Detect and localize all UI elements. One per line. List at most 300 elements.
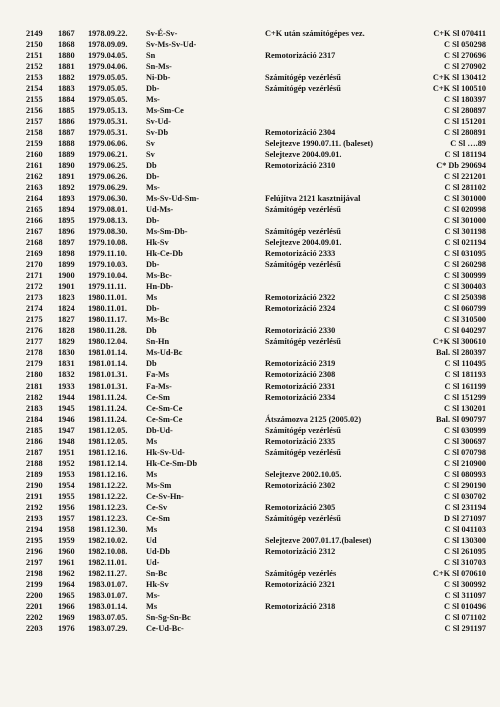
- registration-code: C Sl 151201: [444, 117, 486, 127]
- table-row: [26, 436, 486, 447]
- row-number: 2188: [26, 458, 43, 468]
- depot-history: Sn-Bc: [146, 568, 168, 578]
- commission-date: 1981.01.14.: [88, 348, 128, 358]
- remark: Remotorizáció 2324: [265, 304, 336, 314]
- commission-date: 1979.06.30.: [88, 194, 128, 204]
- commission-date: 1979.08.01.: [88, 205, 128, 215]
- depot-history: Hk-Sv-Ud-: [146, 447, 185, 457]
- depot-history: Ce-Sv: [146, 502, 168, 512]
- table-row: [26, 524, 486, 535]
- registration-code: C Sl 300999: [444, 271, 486, 281]
- remark: Számítógép vezérlésű: [265, 73, 341, 83]
- factory-number: 1881: [58, 62, 75, 72]
- registration-code: C Sl 010496: [444, 601, 486, 611]
- factory-number: 1944: [58, 392, 75, 402]
- remark: Remotorizáció 2305: [265, 502, 336, 512]
- registration-code: C Sl 310500: [444, 315, 486, 325]
- commission-date: 1979.10.08.: [88, 238, 128, 248]
- registration-code: C Sl 290190: [444, 480, 486, 490]
- commission-date: 1981.12.14.: [88, 458, 128, 468]
- registration-code: C Sl 040297: [444, 326, 486, 336]
- row-number: 2154: [26, 84, 43, 94]
- commission-date: 1979.08.13.: [88, 216, 128, 226]
- commission-date: 1979.04.06.: [88, 62, 128, 72]
- factory-number: 1899: [58, 260, 75, 270]
- commission-date: 1983.01.14.: [88, 601, 128, 611]
- commission-date: 1981.12.30.: [88, 524, 128, 534]
- row-number: 2202: [26, 612, 43, 622]
- row-number: 2155: [26, 95, 43, 105]
- row-number: 2180: [26, 370, 43, 380]
- remark: Selejtezve 2004.09.01.: [265, 238, 342, 248]
- row-number: 2170: [26, 260, 43, 270]
- table-row: [26, 39, 486, 50]
- remark: Remotorizáció 2334: [265, 392, 336, 402]
- depot-history: Db-: [146, 84, 160, 94]
- depot-history: Hk-Sv: [146, 579, 169, 589]
- factory-number: 1976: [58, 623, 75, 633]
- depot-history: Ce-Sm: [146, 392, 170, 402]
- registration-code: C Sl 041103: [444, 524, 486, 534]
- registration-code: C Sl 030702: [444, 491, 486, 501]
- factory-number: 1890: [58, 161, 75, 171]
- factory-number: 1831: [58, 359, 75, 369]
- remark: Remotorizáció 2308: [265, 370, 336, 380]
- remark: Remotorizáció 2319: [265, 359, 336, 369]
- commission-date: 1981.01.31.: [88, 381, 128, 391]
- remark: Átszámozva 2125 (2005.02): [265, 414, 362, 424]
- row-number: 2201: [26, 601, 43, 611]
- row-number: 2179: [26, 359, 43, 369]
- row-number: 2161: [26, 161, 43, 171]
- factory-number: 1947: [58, 425, 75, 435]
- factory-number: 1952: [58, 458, 75, 468]
- depot-history: Ud-Ms-: [146, 205, 174, 215]
- commission-date: 1983.01.07.: [88, 579, 128, 589]
- depot-history: Hk-Ce-Db: [146, 249, 183, 259]
- remark: Számítógép vezérlésű: [265, 227, 341, 237]
- commission-date: 1979.11.11.: [88, 282, 127, 292]
- depot-history: Ud-Db: [146, 546, 170, 556]
- table-row: [26, 160, 486, 171]
- table-row: [26, 204, 486, 215]
- commission-date: 1979.06.06.: [88, 139, 128, 149]
- factory-number: 1898: [58, 249, 75, 259]
- table-row: [26, 414, 486, 425]
- factory-number: 1895: [58, 216, 75, 226]
- commission-date: 1980.12.04.: [88, 337, 128, 347]
- table-row: [26, 270, 486, 281]
- factory-number: 1892: [58, 183, 75, 193]
- registration-code: C Sl 280897: [444, 106, 486, 116]
- depot-history: Sn-Sg-Sn-Bc: [146, 612, 191, 622]
- table-row: [26, 535, 486, 546]
- registration-code: C+K Sl 130412: [432, 73, 486, 83]
- registration-code: C Sl 270902: [444, 62, 486, 72]
- depot-history: Db-: [146, 260, 160, 270]
- locomotive-register-table: [26, 28, 486, 634]
- remark: Remotorizáció 2312: [265, 546, 336, 556]
- commission-date: 1979.10.04.: [88, 271, 128, 281]
- registration-code: C Sl 181194: [444, 150, 486, 160]
- remark: Remotorizáció 2317: [265, 51, 336, 61]
- row-number: 2153: [26, 73, 43, 83]
- factory-number: 1893: [58, 194, 75, 204]
- table-row: [26, 171, 486, 182]
- commission-date: 1980.11.01.: [88, 304, 127, 314]
- registration-code: C Sl 221201: [444, 172, 486, 182]
- factory-number: 1830: [58, 348, 75, 358]
- row-number: 2162: [26, 172, 43, 182]
- depot-history: Ce-Sm-Ce: [146, 403, 183, 413]
- table-row: [26, 72, 486, 83]
- row-number: 2181: [26, 381, 43, 391]
- registration-code: C Sl 030999: [444, 425, 486, 435]
- row-number: 2156: [26, 106, 43, 116]
- row-number: 2193: [26, 513, 43, 523]
- remark: Remotorizáció 2318: [265, 601, 336, 611]
- commission-date: 1981.12.23.: [88, 502, 128, 512]
- depot-history: Sv-Ud-: [146, 117, 171, 127]
- commission-date: 1981.12.22.: [88, 480, 128, 490]
- registration-code: C Sl 261095: [444, 546, 486, 556]
- registration-code: C Sl 311097: [444, 590, 486, 600]
- commission-date: 1981.12.05.: [88, 436, 128, 446]
- depot-history: Ms: [146, 293, 158, 303]
- row-number: 2186: [26, 436, 43, 446]
- table-row: [26, 469, 486, 480]
- commission-date: 1981.12.16.: [88, 447, 128, 457]
- row-number: 2183: [26, 403, 43, 413]
- registration-code: C Sl 310703: [444, 557, 486, 567]
- commission-date: 1982.11.27.: [88, 568, 127, 578]
- depot-history: Ms-Sm-Ce: [146, 106, 184, 116]
- depot-history: Ce-Sv-Hn-: [146, 491, 184, 501]
- commission-date: 1983.07.05.: [88, 612, 128, 622]
- commission-date: 1978.09.09.: [88, 40, 128, 50]
- factory-number: 1824: [58, 304, 75, 314]
- row-number: 2159: [26, 139, 43, 149]
- registration-code: C Sl ….89: [450, 139, 486, 149]
- factory-number: 1897: [58, 238, 75, 248]
- depot-history: Sv: [146, 150, 155, 160]
- depot-history: Db: [146, 161, 157, 171]
- commission-date: 1979.08.30.: [88, 227, 128, 237]
- remark: Remotorizáció 2302: [265, 480, 336, 490]
- remark: Számítógép vezérlés: [265, 568, 337, 578]
- row-number: 2194: [26, 524, 43, 534]
- factory-number: 1969: [58, 612, 75, 622]
- factory-number: 1882: [58, 73, 75, 83]
- row-number: 2160: [26, 150, 43, 160]
- depot-history: Ms-Sm: [146, 480, 172, 490]
- registration-code: C+K Sl 070411: [433, 29, 486, 38]
- row-number: 2187: [26, 447, 43, 457]
- registration-code: C Sl 070798: [444, 447, 486, 457]
- commission-date: 1981.12.22.: [88, 491, 128, 501]
- factory-number: 1966: [58, 601, 75, 611]
- factory-number: 1886: [58, 117, 75, 127]
- registration-code: C+K Sl 300610: [432, 337, 486, 347]
- table-row: [26, 480, 486, 491]
- remark: Számítógép vezérlésű: [265, 513, 341, 523]
- factory-number: 1880: [58, 51, 75, 61]
- depot-history: Db-: [146, 216, 160, 226]
- commission-date: 1981.01.31.: [88, 370, 128, 380]
- depot-history: Ud: [146, 535, 157, 545]
- table-row: [26, 612, 486, 623]
- commission-date: 1979.10.03.: [88, 260, 128, 270]
- row-number: 2184: [26, 414, 43, 424]
- commission-date: 1980.11.28.: [88, 326, 127, 336]
- registration-code: C Sl 180397: [444, 95, 486, 105]
- row-number: 2203: [26, 623, 43, 633]
- depot-history: Ce-Ud-Bc-: [146, 623, 184, 633]
- table-row: [26, 83, 486, 94]
- depot-history: Ms: [146, 436, 158, 446]
- registration-code: C Sl 250398: [444, 293, 486, 303]
- row-number: 2182: [26, 392, 43, 402]
- factory-number: 1832: [58, 370, 75, 380]
- row-number: 2199: [26, 579, 43, 589]
- factory-number: 1956: [58, 502, 75, 512]
- remark: Számítógép vezérlésű: [265, 425, 341, 435]
- row-number: 2158: [26, 128, 43, 138]
- row-number: 2178: [26, 348, 43, 358]
- factory-number: 1888: [58, 139, 75, 149]
- factory-number: 1958: [58, 524, 75, 534]
- remark: Selejtezve 1990.07.11. (baleset): [265, 139, 374, 149]
- table-row: [26, 50, 486, 61]
- commission-date: 1983.07.29.: [88, 623, 128, 633]
- registration-code: Bal. Sl 280397: [435, 348, 486, 358]
- factory-number: 1962: [58, 568, 75, 578]
- table-row: [26, 259, 486, 270]
- table-row: [26, 149, 486, 160]
- factory-number: 1827: [58, 315, 75, 325]
- depot-history: Fa-Ms-: [146, 381, 172, 391]
- commission-date: 1981.11.24.: [88, 392, 127, 402]
- table-row: [26, 105, 486, 116]
- factory-number: 1948: [58, 436, 75, 446]
- row-number: 2150: [26, 40, 43, 50]
- remark: Selejtezve 2007.01.17.(baleset): [265, 535, 372, 545]
- row-number: 2168: [26, 238, 43, 248]
- depot-history: Db-: [146, 172, 160, 182]
- commission-date: 1983.01.07.: [88, 590, 128, 600]
- row-number: 2200: [26, 590, 43, 600]
- row-number: 2171: [26, 271, 43, 281]
- row-number: 2172: [26, 282, 43, 292]
- row-number: 2198: [26, 568, 43, 578]
- registration-code: C* Db 290694: [436, 161, 486, 171]
- registration-code: C Sl 300403: [444, 282, 486, 292]
- depot-history: Db: [146, 359, 157, 369]
- depot-history: Hk-Ce-Sm-Db: [146, 458, 198, 468]
- depot-history: Sn-Ms-: [146, 62, 172, 72]
- registration-code: C Sl 301198: [444, 227, 486, 237]
- table-row: [26, 458, 486, 469]
- factory-number: 1961: [58, 557, 75, 567]
- row-number: 2173: [26, 293, 43, 303]
- commission-date: 1981.11.24.: [88, 414, 127, 424]
- table-row: [26, 182, 486, 193]
- table-row: [26, 513, 486, 524]
- factory-number: 1965: [58, 590, 75, 600]
- factory-number: 1896: [58, 227, 75, 237]
- table-row: [26, 292, 486, 303]
- commission-date: 1982.10.08.: [88, 546, 128, 556]
- remark: Felújítva 2121 kasztnijával: [265, 194, 361, 204]
- depot-history: Db-Ud-: [146, 425, 173, 435]
- registration-code: C Sl 130201: [444, 403, 486, 413]
- row-number: 2192: [26, 502, 43, 512]
- row-number: 2174: [26, 304, 43, 314]
- registration-code: Bal. Sl 090797: [435, 414, 486, 424]
- depot-history: Ms-Ud-Bc: [146, 348, 183, 358]
- table-row: [26, 325, 486, 336]
- row-number: 2164: [26, 194, 43, 204]
- registration-code: C Sl 281102: [444, 183, 486, 193]
- table-row: [26, 116, 486, 127]
- depot-history: Ms-Sv-Ud-Sm-: [146, 194, 200, 204]
- factory-number: 1960: [58, 546, 75, 556]
- depot-history: Sv: [146, 139, 155, 149]
- depot-history: Sv-É-Sv-: [146, 29, 178, 38]
- table-row: [26, 403, 486, 414]
- remark: Remotorizáció 2330: [265, 326, 336, 336]
- remark: Remotorizáció 2333: [265, 249, 336, 259]
- depot-history: Ce-Sm: [146, 513, 170, 523]
- table-row: [26, 248, 486, 259]
- depot-history: Hn-Db-: [146, 282, 174, 292]
- registration-code: C Sl 031095: [444, 249, 486, 259]
- depot-history: Ms-Bc: [146, 315, 170, 325]
- registration-code: C Sl 301000: [444, 194, 486, 204]
- factory-number: 1954: [58, 480, 75, 490]
- table-row: [26, 447, 486, 458]
- registration-code: C Sl 161199: [444, 381, 486, 391]
- remark: Számítógép vezérlésű: [265, 84, 341, 94]
- registration-code: C+K Sl 070610: [432, 568, 486, 578]
- commission-date: 1981.01.14.: [88, 359, 128, 369]
- row-number: 2166: [26, 216, 43, 226]
- factory-number: 1884: [58, 95, 75, 105]
- registration-code: C+K Sl 100510: [432, 84, 486, 94]
- registration-code: C Sl 110495: [444, 359, 486, 369]
- table-row: [26, 381, 486, 392]
- registration-code: C Sl 300992: [444, 579, 486, 589]
- factory-number: 1823: [58, 293, 75, 303]
- commission-date: 1981.12.05.: [88, 425, 128, 435]
- factory-number: 1894: [58, 205, 75, 215]
- depot-history: Ms: [146, 524, 158, 534]
- registration-code: C Sl 270696: [444, 51, 486, 61]
- remark: Remotorizáció 2331: [265, 381, 336, 391]
- registration-code: C Sl 021194: [444, 238, 486, 248]
- remark: Számítógép vezérlésű: [265, 260, 341, 270]
- commission-date: 1979.06.21.: [88, 150, 128, 160]
- row-number: 2185: [26, 425, 43, 435]
- table-row: [26, 590, 486, 601]
- depot-history: Ms-: [146, 183, 160, 193]
- factory-number: 1868: [58, 40, 75, 50]
- factory-number: 1883: [58, 84, 75, 94]
- remark: Selejtezve 2002.10.05.: [265, 469, 342, 479]
- factory-number: 1953: [58, 469, 75, 479]
- commission-date: 1979.11.10.: [88, 249, 127, 259]
- factory-number: 1933: [58, 381, 75, 391]
- remark: Selejtezve 2004.09.01.: [265, 150, 342, 160]
- registration-code: D Sl 271097: [444, 513, 486, 523]
- remark: C+K után számítógépes vez.: [265, 29, 365, 38]
- registration-code: C Sl 280891: [444, 128, 486, 138]
- remark: Remotorizáció 2304: [265, 128, 336, 138]
- table-row: [26, 623, 486, 634]
- registration-code: C Sl 080993: [444, 469, 486, 479]
- depot-history: Db: [146, 326, 157, 336]
- registration-code: C Sl 260298: [444, 260, 486, 270]
- factory-number: 1885: [58, 106, 75, 116]
- row-number: 2163: [26, 183, 43, 193]
- row-number: 2175: [26, 315, 43, 325]
- registration-code: C Sl 181193: [444, 370, 486, 380]
- commission-date: 1980.11.01.: [88, 293, 127, 303]
- factory-number: 1901: [58, 282, 75, 292]
- commission-date: 1980.11.17.: [88, 315, 127, 325]
- depot-history: Ms-Sm-Db-: [146, 227, 188, 237]
- table-row: [26, 568, 486, 579]
- factory-number: 1955: [58, 491, 75, 501]
- remark: Számítógép vezérlésű: [265, 337, 341, 347]
- commission-date: 1982.11.01.: [88, 557, 127, 567]
- remark: Remotorizáció 2321: [265, 579, 336, 589]
- factory-number: 1867: [58, 29, 75, 38]
- registration-code: C Sl 231194: [444, 502, 486, 512]
- registration-code: C Sl 071102: [444, 612, 486, 622]
- remark: Remotorizáció 2322: [265, 293, 336, 303]
- depot-history: Ce-Sm-Ce: [146, 414, 183, 424]
- commission-date: 1979.06.29.: [88, 183, 128, 193]
- row-number: 2151: [26, 51, 43, 61]
- depot-history: Sv-Db: [146, 128, 169, 138]
- commission-date: 1979.04.05.: [88, 51, 128, 61]
- table-row: [26, 127, 486, 138]
- factory-number: 1945: [58, 403, 75, 413]
- commission-date: 1979.05.05.: [88, 95, 128, 105]
- depot-history: Ms: [146, 601, 158, 611]
- commission-date: 1979.05.13.: [88, 106, 128, 116]
- depot-history: Fa-Ms: [146, 370, 170, 380]
- factory-number: 1829: [58, 337, 75, 347]
- table-row: [26, 215, 486, 226]
- registration-code: C Sl 210900: [444, 458, 486, 468]
- row-number: 2157: [26, 117, 43, 127]
- table-row: [26, 601, 486, 612]
- table-row: [26, 579, 486, 590]
- row-number: 2177: [26, 337, 43, 347]
- table-row: [26, 491, 486, 502]
- row-number: 2165: [26, 205, 43, 215]
- registration-code: C Sl 020998: [444, 205, 486, 215]
- table-row: [26, 557, 486, 568]
- factory-number: 1828: [58, 326, 75, 336]
- depot-history: Ud-: [146, 557, 160, 567]
- depot-history: Db-: [146, 304, 160, 314]
- factory-number: 1957: [58, 513, 75, 523]
- commission-date: 1979.05.05.: [88, 73, 128, 83]
- factory-number: 1959: [58, 535, 75, 545]
